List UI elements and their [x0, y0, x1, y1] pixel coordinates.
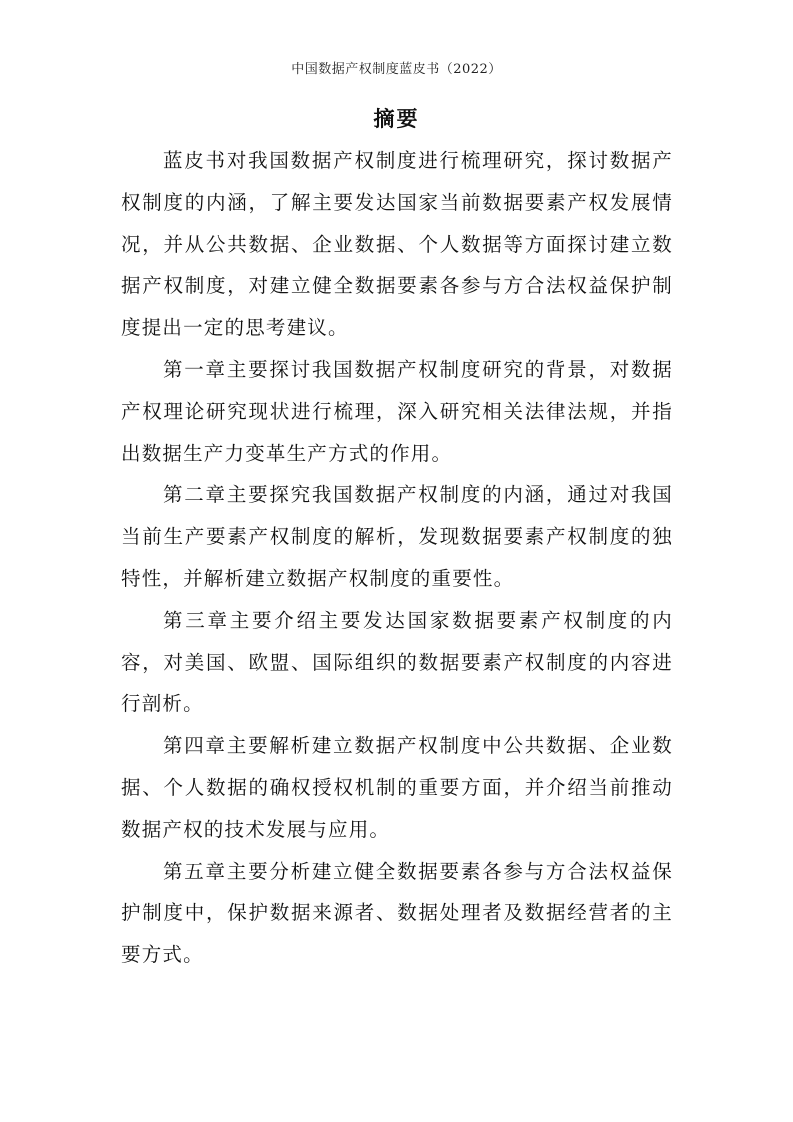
running-header: 中国数据产权制度蓝皮书（2022） [291, 62, 502, 77]
paragraph-chapter-5: 第五章主要分析建立健全数据要素各参与方合法权益保护制度中，保护数据来源者、数据处理者及数据经营者的主要方式。 [121, 859, 673, 967]
paragraph-chapter-2: 第二章主要探究我国数据产权制度的内涵，通过对我国当前生产要素产权制度的解析，发现数据要素产权制度的独特性，并解析建立数据产权制度的重要性。 [121, 483, 673, 590]
paragraph-chapter-4: 第四章主要解析建立数据产权制度中公共数据、企业数据、个人数据的确权授权机制的重要方面，并介绍当前推动数据产权的技术发展与应用。 [121, 734, 673, 841]
paragraph-chapter-1: 第一章主要探讨我国数据产权制度研究的背景，对数据产权理论研究现状进行梳理，深入研究相关法律法规，并指出数据生产力变革生产方式的作用。 [121, 357, 673, 465]
paragraph-overview: 蓝皮书对我国数据产权制度进行梳理研究，探讨数据产权制度的内涵，了解主要发达国家当前数据要素产权发展情况，并从公共数据、企业数据、个人数据等方面探讨建立数据产权制度，对建立健全数据要素各参与方合法权益保护制度提出一定的思考建议。 [121, 149, 673, 340]
paragraph-chapter-3: 第三章主要介绍主要发达国家数据要素产权制度的内容，对美国、欧盟、国际组织的数据要素产权制度的内容进行剖析。 [121, 608, 673, 716]
abstract-body [121, 140, 673, 976]
page-title: 摘要 [373, 107, 420, 131]
